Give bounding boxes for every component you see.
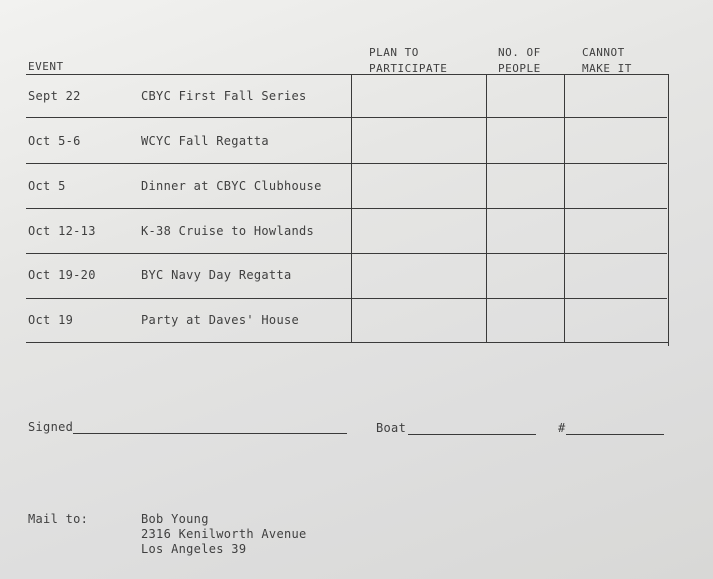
- mail-name: Bob Young: [141, 512, 209, 526]
- cannot-make-it-cell[interactable]: [566, 119, 667, 162]
- plan-to-participate-cell[interactable]: [353, 76, 485, 116]
- event-name: BYC Navy Day Regatta: [141, 268, 292, 282]
- plan-to-participate-cell[interactable]: [353, 119, 485, 162]
- event-date: Oct 19: [28, 313, 74, 327]
- number-of-people-cell[interactable]: [488, 210, 563, 252]
- event-date: Sept 22: [28, 89, 81, 103]
- mail-label: Mail to:: [28, 512, 89, 526]
- number-of-people-cell[interactable]: [488, 300, 563, 341]
- header-no-line1: NO. OF: [498, 46, 541, 59]
- row-divider: [26, 163, 667, 164]
- cannot-make-it-cell[interactable]: [566, 255, 667, 297]
- number-of-people-cell[interactable]: [488, 76, 563, 116]
- table-right-border: [668, 74, 669, 346]
- event-date: Oct 12-13: [28, 224, 96, 238]
- event-name: Dinner at CBYC Clubhouse: [141, 179, 322, 193]
- cannot-make-it-cell[interactable]: [566, 300, 667, 341]
- header-event: EVENT: [28, 60, 64, 73]
- signed-label: Signed: [28, 420, 74, 434]
- number-of-people-cell[interactable]: [488, 119, 563, 162]
- signed-field[interactable]: [73, 433, 347, 434]
- boat-field[interactable]: [408, 434, 536, 435]
- number-of-people-cell[interactable]: [488, 255, 563, 297]
- plan-to-participate-cell[interactable]: [353, 210, 485, 252]
- number-of-people-cell[interactable]: [488, 165, 563, 207]
- event-name: CBYC First Fall Series: [141, 89, 307, 103]
- column-divider: [351, 74, 352, 342]
- event-name: WCYC Fall Regatta: [141, 134, 269, 148]
- number-field[interactable]: [566, 434, 664, 435]
- event-name: Party at Daves' House: [141, 313, 300, 327]
- plan-to-participate-cell[interactable]: [353, 300, 485, 341]
- header-no-line2: PEOPLE: [498, 62, 541, 75]
- cannot-make-it-cell[interactable]: [566, 210, 667, 252]
- header-cannot-line1: CANNOT: [582, 46, 625, 59]
- event-name: K-38 Cruise to Howlands: [141, 224, 315, 238]
- header-plan-line2: PARTICIPATE: [369, 62, 448, 75]
- row-divider: [26, 208, 667, 209]
- event-date: Oct 5-6: [28, 134, 81, 148]
- cannot-make-it-cell[interactable]: [566, 76, 667, 116]
- mail-street: 2316 Kenilworth Avenue: [141, 527, 307, 541]
- table-top-rule: [26, 74, 669, 75]
- plan-to-participate-cell[interactable]: [353, 165, 485, 207]
- row-divider: [26, 253, 667, 254]
- mail-city: Los Angeles 39: [141, 542, 247, 556]
- row-divider: [26, 298, 667, 299]
- event-date: Oct 19-20: [28, 268, 96, 282]
- column-divider: [564, 74, 565, 342]
- row-divider: [26, 117, 667, 118]
- header-cannot-line2: MAKE IT: [582, 62, 632, 75]
- header-plan-line1: PLAN TO: [369, 46, 419, 59]
- boat-label: Boat: [376, 421, 407, 435]
- plan-to-participate-cell[interactable]: [353, 255, 485, 297]
- table-bottom-rule: [26, 342, 669, 343]
- number-label: #: [558, 421, 566, 435]
- event-date: Oct 5: [28, 179, 66, 193]
- cannot-make-it-cell[interactable]: [566, 165, 667, 207]
- column-divider: [486, 74, 487, 342]
